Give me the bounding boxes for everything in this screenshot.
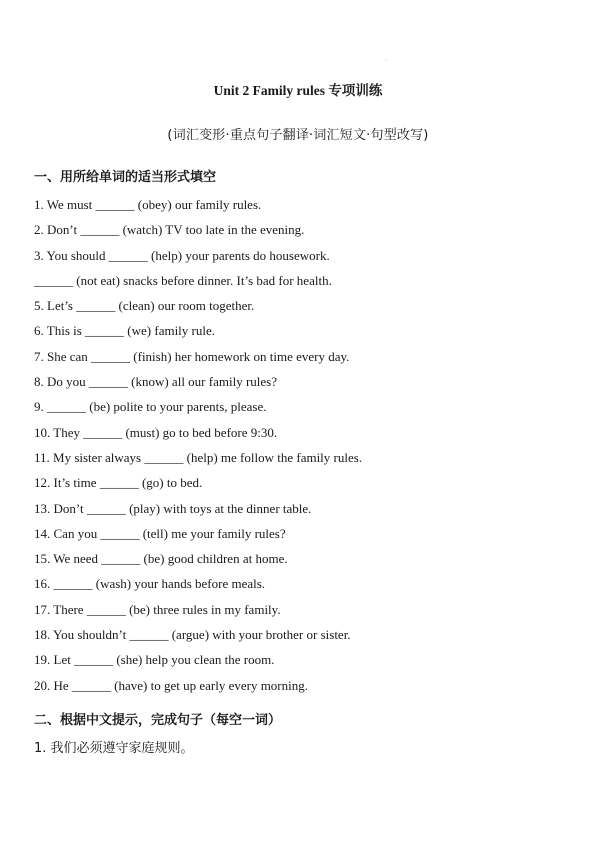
exercise-item-12: 12. It’s time ______ (go) to bed. — [34, 475, 203, 491]
exercise-item-17: 17. There ______ (be) three rules in my family. — [34, 601, 281, 617]
stray-dot: · — [385, 58, 387, 64]
exercise-item-4: ______ (not eat) snacks before dinner. It’s bad for health. — [34, 272, 332, 288]
exercise-item-8: 8. Do you ______ (know) all our family rules? — [34, 374, 277, 390]
page-title: Unit 2 Family rules 专项训练 — [213, 83, 383, 98]
exercise-item-3: 3. You should ______ (help) your parents do housework. — [34, 247, 330, 263]
exercise-item-2: 2. Don’t ______ (watch) TV too late in the evening. — [34, 222, 305, 238]
section-1-exercise-list — [34, 195, 362, 701]
exercise-item-16: 16. ______ (wash) your hands before meals. — [34, 576, 266, 592]
exercise-item-11: 11. My sister always ______ (help) me follow the family rules. — [34, 449, 363, 465]
section-2-heading: 二、根据中文提示，完成句子（每空一词） — [34, 713, 282, 728]
exercise-item-13: 13. Don’t ______ (play) with toys at the dinner table. — [34, 500, 312, 516]
exercise-item-14: 14. Can you ______ (tell) me your family rules? — [34, 525, 286, 541]
exercise-item-18: 18. You shouldn’t ______ (argue) with your brother or sister. — [34, 627, 351, 643]
exercise-item-6: 6. This is ______ (we) family rule. — [34, 323, 216, 339]
section-2-item-1: 1. 我们必须遵守家庭规则。 — [34, 741, 194, 756]
exercise-item-15: 15. We need ______ (be) good children at home. — [34, 551, 288, 567]
exercise-item-19: 19. Let ______ (she) help you clean the room. — [34, 652, 275, 668]
section-1-heading: 一、用所给单词的适当形式填空 — [34, 170, 217, 185]
exercise-item-5: 5. Let’s ______ (clean) our room together. — [34, 298, 255, 314]
exercise-item-9: 9. ______ (be) polite to your parents, please. — [34, 399, 267, 415]
exercise-item-20: 20. He ______ (have) to get up early every morning. — [34, 677, 309, 693]
exercise-item-10: 10. They ______ (must) go to bed before 9:30. — [34, 424, 278, 440]
page-subtitle: (词汇变形·重点句子翻译·词汇短文·句型改写) — [167, 128, 429, 143]
exercise-item-7: 7. She can ______ (finish) her homework on time every day. — [34, 348, 350, 364]
exercise-item-1: 1. We must ______ (obey) our family rules. — [34, 197, 262, 212]
